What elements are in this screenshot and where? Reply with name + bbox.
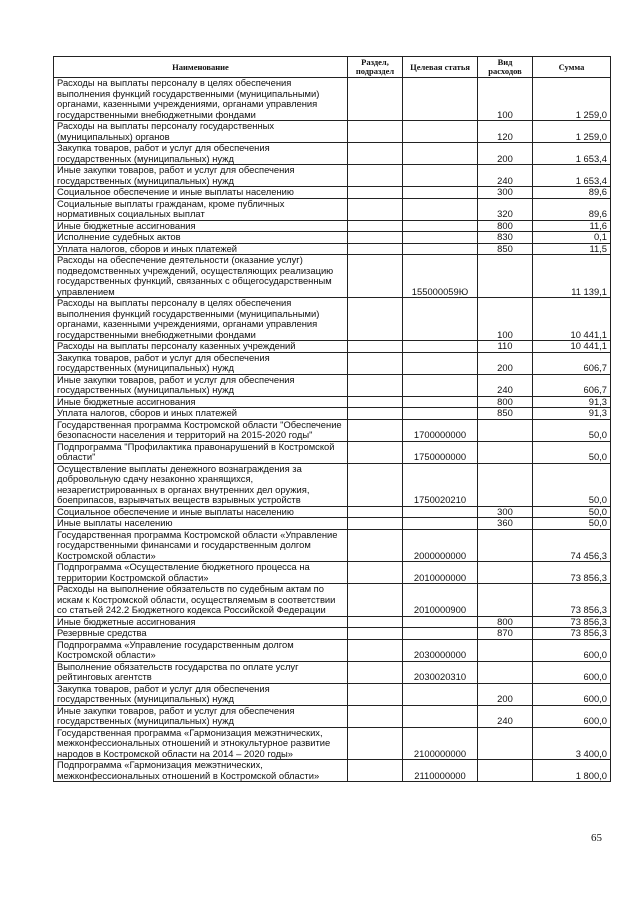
cell-name: Расходы на выплаты персоналу в целях обеспечения выполнения функций государственными (муниципальными) органами, казенными учреждениями, органами управления государственными внебюджетными фондами bbox=[54, 78, 348, 121]
cell-vid bbox=[478, 419, 533, 441]
cell-vid: 240 bbox=[478, 165, 533, 187]
cell-name: Подпрограмма «Гармонизация межэтнических, межконфессиональных отношений в Костромской области» bbox=[54, 760, 348, 782]
cell-razdel bbox=[348, 165, 403, 187]
cell-name: Расходы на выполнение обязательств по судебным актам по искам к Костромской области, осуществляемым в соответствии со статьей 242.2 Бюджетного кодекса Российской Федерации bbox=[54, 584, 348, 617]
cell-razdel bbox=[348, 374, 403, 396]
cell-vid: 800 bbox=[478, 220, 533, 232]
table-row bbox=[54, 408, 611, 420]
cell-name: Выполнение обязательств государства по оплате услуг рейтинговых агентств bbox=[54, 661, 348, 683]
cell-sum: 11,6 bbox=[533, 220, 611, 232]
cell-sum: 0,1 bbox=[533, 232, 611, 244]
cell-razdel bbox=[348, 396, 403, 408]
cell-sum: 1 259,0 bbox=[533, 121, 611, 143]
cell-razdel bbox=[348, 232, 403, 244]
cell-sum: 91,3 bbox=[533, 396, 611, 408]
cell-name: Закупка товаров, работ и услуг для обеспечения государственных (муниципальных) нужд bbox=[54, 683, 348, 705]
cell-razdel bbox=[348, 518, 403, 530]
cell-cel bbox=[403, 165, 478, 187]
cell-vid bbox=[478, 639, 533, 661]
cell-cel: 1750020210 bbox=[403, 463, 478, 506]
cell-razdel bbox=[348, 408, 403, 420]
cell-razdel bbox=[348, 529, 403, 562]
cell-vid: 800 bbox=[478, 616, 533, 628]
cell-vid bbox=[478, 255, 533, 298]
cell-cel bbox=[403, 628, 478, 640]
cell-name: Закупка товаров, работ и услуг для обеспечения государственных (муниципальных) нужд bbox=[54, 143, 348, 165]
cell-name: Иные закупки товаров, работ и услуг для обеспечения государственных (муниципальных) нужд bbox=[54, 374, 348, 396]
cell-cel: 2010000900 bbox=[403, 584, 478, 617]
cell-vid bbox=[478, 661, 533, 683]
table-row bbox=[54, 518, 611, 530]
cell-name: Подпрограмма «Управление государственным долгом Костромской области» bbox=[54, 639, 348, 661]
table-row bbox=[54, 419, 611, 441]
header-name: Наименование bbox=[54, 57, 348, 78]
cell-sum: 50,0 bbox=[533, 419, 611, 441]
table-row bbox=[54, 506, 611, 518]
cell-vid bbox=[478, 529, 533, 562]
cell-sum: 600,0 bbox=[533, 683, 611, 705]
cell-vid: 320 bbox=[478, 198, 533, 220]
cell-cel: 2110000000 bbox=[403, 760, 478, 782]
cell-name: Расходы на выплаты персоналу казенных учреждений bbox=[54, 341, 348, 353]
cell-razdel bbox=[348, 441, 403, 463]
cell-name: Резервные средства bbox=[54, 628, 348, 640]
budget-table bbox=[53, 56, 611, 782]
cell-name: Исполнение судебных актов bbox=[54, 232, 348, 244]
cell-vid: 240 bbox=[478, 705, 533, 727]
cell-razdel bbox=[348, 727, 403, 760]
cell-cel: 2030020310 bbox=[403, 661, 478, 683]
cell-razdel bbox=[348, 562, 403, 584]
cell-razdel bbox=[348, 616, 403, 628]
table-row bbox=[54, 529, 611, 562]
table-row bbox=[54, 220, 611, 232]
cell-name: Иные закупки товаров, работ и услуг для обеспечения государственных (муниципальных) нужд bbox=[54, 165, 348, 187]
table-row bbox=[54, 374, 611, 396]
table-row bbox=[54, 341, 611, 353]
cell-razdel bbox=[348, 243, 403, 255]
cell-vid: 120 bbox=[478, 121, 533, 143]
cell-name: Социальное обеспечение и иные выплаты населению bbox=[54, 187, 348, 199]
cell-sum: 50,0 bbox=[533, 441, 611, 463]
cell-cel: 2010000000 bbox=[403, 562, 478, 584]
cell-razdel bbox=[348, 255, 403, 298]
cell-cel bbox=[403, 341, 478, 353]
cell-cel: 2000000000 bbox=[403, 529, 478, 562]
table-row bbox=[54, 143, 611, 165]
table-row bbox=[54, 705, 611, 727]
cell-sum: 600,0 bbox=[533, 639, 611, 661]
cell-cel: 2030000000 bbox=[403, 639, 478, 661]
table-row bbox=[54, 165, 611, 187]
cell-cel: 155000059Ю bbox=[403, 255, 478, 298]
cell-vid bbox=[478, 463, 533, 506]
cell-cel bbox=[403, 705, 478, 727]
table-row bbox=[54, 661, 611, 683]
cell-sum: 1 653,4 bbox=[533, 165, 611, 187]
cell-vid: 850 bbox=[478, 243, 533, 255]
cell-sum: 10 441,1 bbox=[533, 298, 611, 341]
page-number: 65 bbox=[591, 832, 602, 844]
table-row bbox=[54, 232, 611, 244]
header-vid: Вид расходов bbox=[478, 57, 533, 78]
cell-name: Расходы на выплаты персоналу государственных (муниципальных) органов bbox=[54, 121, 348, 143]
cell-vid: 240 bbox=[478, 374, 533, 396]
cell-name: Расходы на обеспечение деятельности (оказание услуг) подведомственных учреждений, осуществляющих реализацию государственных функций, связанных с общегосударственным управлением bbox=[54, 255, 348, 298]
cell-cel: 2100000000 bbox=[403, 727, 478, 760]
table-row bbox=[54, 727, 611, 760]
cell-name: Подпрограмма «Осуществление бюджетного процесса на территории Костромской области» bbox=[54, 562, 348, 584]
cell-name: Подпрограмма "Профилактика правонарушений в Костромской области" bbox=[54, 441, 348, 463]
cell-razdel bbox=[348, 705, 403, 727]
table-row bbox=[54, 298, 611, 341]
cell-name: Иные закупки товаров, работ и услуг для обеспечения государственных (муниципальных) нужд bbox=[54, 705, 348, 727]
cell-cel bbox=[403, 616, 478, 628]
cell-vid bbox=[478, 727, 533, 760]
cell-razdel bbox=[348, 506, 403, 518]
cell-vid: 800 bbox=[478, 396, 533, 408]
cell-sum: 89,6 bbox=[533, 187, 611, 199]
cell-cel bbox=[403, 243, 478, 255]
header-celevaya: Целевая статья bbox=[403, 57, 478, 78]
cell-sum: 91,3 bbox=[533, 408, 611, 420]
cell-razdel bbox=[348, 198, 403, 220]
cell-cel bbox=[403, 352, 478, 374]
cell-name: Социальное обеспечение и иные выплаты населению bbox=[54, 506, 348, 518]
table-row bbox=[54, 616, 611, 628]
table-row bbox=[54, 396, 611, 408]
table-row bbox=[54, 255, 611, 298]
cell-cel bbox=[403, 518, 478, 530]
cell-cel bbox=[403, 232, 478, 244]
cell-name: Государственная программа Костромской области «Управление государственными финансами и государственным долгом Костромской области» bbox=[54, 529, 348, 562]
table-row bbox=[54, 187, 611, 199]
table-row bbox=[54, 683, 611, 705]
cell-vid: 110 bbox=[478, 341, 533, 353]
cell-cel: 1750000000 bbox=[403, 441, 478, 463]
cell-razdel bbox=[348, 298, 403, 341]
cell-razdel bbox=[348, 220, 403, 232]
cell-vid bbox=[478, 584, 533, 617]
cell-vid: 830 bbox=[478, 232, 533, 244]
cell-razdel bbox=[348, 78, 403, 121]
cell-cel bbox=[403, 408, 478, 420]
cell-sum: 50,0 bbox=[533, 518, 611, 530]
table-row bbox=[54, 78, 611, 121]
cell-sum: 50,0 bbox=[533, 506, 611, 518]
cell-sum: 1 800,0 bbox=[533, 760, 611, 782]
cell-sum: 1 653,4 bbox=[533, 143, 611, 165]
cell-razdel bbox=[348, 419, 403, 441]
cell-razdel bbox=[348, 352, 403, 374]
cell-cel bbox=[403, 143, 478, 165]
cell-razdel bbox=[348, 584, 403, 617]
cell-razdel bbox=[348, 341, 403, 353]
cell-razdel bbox=[348, 628, 403, 640]
cell-razdel bbox=[348, 760, 403, 782]
cell-name: Уплата налогов, сборов и иных платежей bbox=[54, 243, 348, 255]
cell-vid: 200 bbox=[478, 683, 533, 705]
header-summa: Сумма bbox=[533, 57, 611, 78]
cell-cel bbox=[403, 121, 478, 143]
table-row bbox=[54, 562, 611, 584]
cell-vid: 100 bbox=[478, 78, 533, 121]
table-header-row bbox=[54, 57, 611, 78]
cell-sum: 73 856,3 bbox=[533, 584, 611, 617]
cell-cel bbox=[403, 187, 478, 199]
cell-sum: 1 259,0 bbox=[533, 78, 611, 121]
cell-sum: 606,7 bbox=[533, 374, 611, 396]
cell-name: Иные выплаты населению bbox=[54, 518, 348, 530]
cell-cel bbox=[403, 78, 478, 121]
table-row bbox=[54, 639, 611, 661]
cell-sum: 73 856,3 bbox=[533, 616, 611, 628]
cell-cel bbox=[403, 683, 478, 705]
cell-name: Иные бюджетные ассигнования bbox=[54, 396, 348, 408]
cell-razdel bbox=[348, 187, 403, 199]
cell-sum: 74 456,3 bbox=[533, 529, 611, 562]
cell-name: Иные бюджетные ассигнования bbox=[54, 616, 348, 628]
table-row bbox=[54, 463, 611, 506]
cell-vid: 200 bbox=[478, 352, 533, 374]
cell-sum: 50,0 bbox=[533, 463, 611, 506]
cell-sum: 600,0 bbox=[533, 661, 611, 683]
table-row bbox=[54, 243, 611, 255]
cell-vid bbox=[478, 562, 533, 584]
cell-cel bbox=[403, 374, 478, 396]
cell-razdel bbox=[348, 683, 403, 705]
cell-sum: 3 400,0 bbox=[533, 727, 611, 760]
cell-sum: 600,0 bbox=[533, 705, 611, 727]
table-row bbox=[54, 628, 611, 640]
cell-sum: 89,6 bbox=[533, 198, 611, 220]
table-row bbox=[54, 441, 611, 463]
cell-vid: 850 bbox=[478, 408, 533, 420]
table-row bbox=[54, 198, 611, 220]
cell-razdel bbox=[348, 639, 403, 661]
cell-razdel bbox=[348, 661, 403, 683]
table-row bbox=[54, 352, 611, 374]
cell-sum: 73 856,3 bbox=[533, 562, 611, 584]
budget-table-sheet bbox=[53, 56, 610, 782]
cell-sum: 10 441,1 bbox=[533, 341, 611, 353]
cell-razdel bbox=[348, 463, 403, 506]
cell-name: Государственная программа Костромской области "Обеспечение безопасности населения и территорий на 2015-2020 годы" bbox=[54, 419, 348, 441]
cell-cel bbox=[403, 220, 478, 232]
cell-vid: 300 bbox=[478, 187, 533, 199]
cell-vid bbox=[478, 760, 533, 782]
cell-sum: 11,5 bbox=[533, 243, 611, 255]
cell-vid: 200 bbox=[478, 143, 533, 165]
table-row bbox=[54, 121, 611, 143]
cell-name: Социальные выплаты гражданам, кроме публичных нормативных социальных выплат bbox=[54, 198, 348, 220]
table-row bbox=[54, 584, 611, 617]
cell-vid: 300 bbox=[478, 506, 533, 518]
cell-cel: 1700000000 bbox=[403, 419, 478, 441]
cell-cel bbox=[403, 298, 478, 341]
cell-cel bbox=[403, 198, 478, 220]
cell-sum: 606,7 bbox=[533, 352, 611, 374]
cell-sum: 11 139,1 bbox=[533, 255, 611, 298]
cell-cel bbox=[403, 396, 478, 408]
table-row bbox=[54, 760, 611, 782]
cell-name: Расходы на выплаты персоналу в целях обеспечения выполнения функций государственными (муниципальными) органами, казенными учреждениями, органами управления государственными внебюджетными фондами bbox=[54, 298, 348, 341]
cell-vid: 100 bbox=[478, 298, 533, 341]
cell-vid: 360 bbox=[478, 518, 533, 530]
table-body bbox=[54, 78, 611, 782]
cell-cel bbox=[403, 506, 478, 518]
cell-razdel bbox=[348, 121, 403, 143]
cell-name: Государственная программа «Гармонизация межэтнических, межконфессиональных отношений и этнокультурное развитие народов в Костромской области на 2014 – 2020 годы» bbox=[54, 727, 348, 760]
cell-name: Иные бюджетные ассигнования bbox=[54, 220, 348, 232]
cell-name: Закупка товаров, работ и услуг для обеспечения государственных (муниципальных) нужд bbox=[54, 352, 348, 374]
cell-vid: 870 bbox=[478, 628, 533, 640]
cell-razdel bbox=[348, 143, 403, 165]
cell-name: Уплата налогов, сборов и иных платежей bbox=[54, 408, 348, 420]
cell-vid bbox=[478, 441, 533, 463]
header-razdel: Раздел, подраздел bbox=[348, 57, 403, 78]
cell-name: Осуществление выплаты денежного вознаграждения за добровольную сдачу незаконно хранящихся, незарегистрированных в органах внутренних дел оружия, боеприпасов, взрывчатых веществ взрывных устройств bbox=[54, 463, 348, 506]
cell-sum: 73 856,3 bbox=[533, 628, 611, 640]
